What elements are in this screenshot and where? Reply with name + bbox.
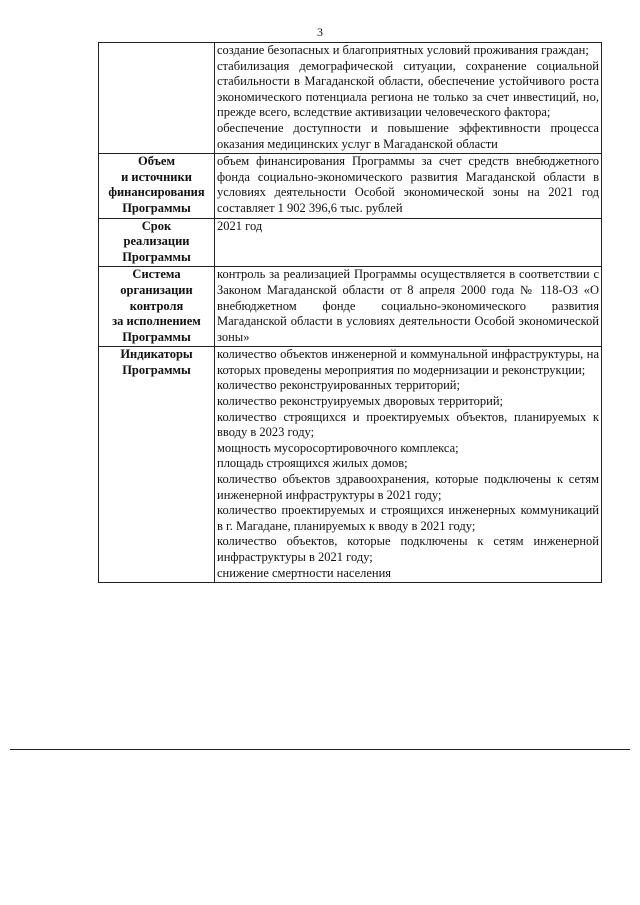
- indicator-item: количество реконструированных территорий;: [217, 378, 460, 393]
- table-row-control: [99, 267, 602, 347]
- row-label-term: [99, 218, 215, 267]
- goal-item: стабилизация демографической ситуации, сохранение социальной стабильности в Магаданской области, обеспечение устойчивого роста экономического потенциала региона не только за счет инвестиций, но, прежде всего, вследствие активизации человеческого фактора;: [217, 58, 599, 120]
- label-line: Срок: [141, 218, 172, 233]
- label-line: Программы: [122, 329, 191, 344]
- label-line: реализации: [123, 234, 190, 249]
- indicator-item: количество проектируемых и строящихся инженерных коммуникаций в г. Магадане, планируемых к вводу в 2021 году;: [217, 503, 599, 533]
- label-line: Система: [132, 267, 181, 282]
- label-line: за исполнением: [112, 314, 201, 329]
- label-line: организации: [120, 282, 193, 297]
- goal-item: обеспечение доступности и повышение эффективности процесса оказания медицинских услуг в Магаданской области: [217, 120, 599, 151]
- label-line: Программы: [122, 249, 191, 264]
- label-line: Программы: [122, 200, 191, 215]
- indicator-item: мощность мусоросортировочного комплекса;: [217, 440, 459, 455]
- row-value-financing: [215, 154, 602, 218]
- indicator-item: площадь строящихся жилых домов;: [217, 456, 408, 471]
- row-label-indicators: [99, 347, 215, 583]
- label-line: и источники: [121, 169, 192, 184]
- indicator-item: количество объектов, которые подключены к сетям инженерной инфраструктуры в 2021 году;: [217, 534, 599, 564]
- label-line: Индикаторы: [120, 347, 193, 362]
- indicator-item: количество объектов здравоохранения, которые подключены к сетям инженерной инфраструктуры в 2021 году;: [217, 472, 599, 502]
- row-value-goals: [215, 43, 602, 154]
- control-text: контроль за реализацией Программы осуществляется в соответствии с Законом Магаданской области от 8 апреля 2000 года № 118-ОЗ «О внебюджетном фонде социально-экономического развития Магаданской области в условиях деятельности Особой экономической зоны»: [217, 267, 599, 344]
- row-value-indicators: [215, 347, 602, 583]
- indicator-item: количество объектов инженерной и коммунальной инфраструктуры, на которых проведены мероприятия по модернизации и реконструкции;: [217, 347, 599, 377]
- label-line: контроля: [129, 298, 184, 313]
- table-row-financing: [99, 154, 602, 218]
- row-label-control: [99, 267, 215, 347]
- table-row-goals: [99, 43, 602, 154]
- term-text: 2021 год: [217, 218, 263, 233]
- indicator-item: количество реконструируемых дворовых территорий;: [217, 394, 504, 409]
- row-label-goals: [99, 43, 215, 154]
- footer-rule: [10, 749, 630, 750]
- row-label-financing: [99, 154, 215, 218]
- goal-item: создание безопасных и благоприятных условий проживания граждан;: [217, 43, 589, 57]
- label-line: Программы: [122, 362, 191, 377]
- financing-text: объем финансирования Программы за счет средств внебюджетного фонда социально-экономического развития Магаданской области в условиях деятельности Особой экономической зоны на 2021 год составляет 1 902 396,6 тыс. рублей: [217, 154, 599, 215]
- row-value-control: [215, 267, 602, 347]
- row-value-term: [215, 218, 602, 267]
- indicator-item: снижение смертности населения: [217, 565, 392, 580]
- label-line: Объем: [137, 154, 175, 169]
- program-passport-table: [98, 42, 602, 583]
- page-number: 3: [317, 25, 323, 39]
- table-row-indicators: [99, 347, 602, 583]
- indicator-item: количество строящихся и проектируемых объектов, планируемых к вводу в 2023 году;: [217, 409, 599, 440]
- table-row-term: [99, 218, 602, 267]
- label-line: финансирования: [108, 185, 205, 200]
